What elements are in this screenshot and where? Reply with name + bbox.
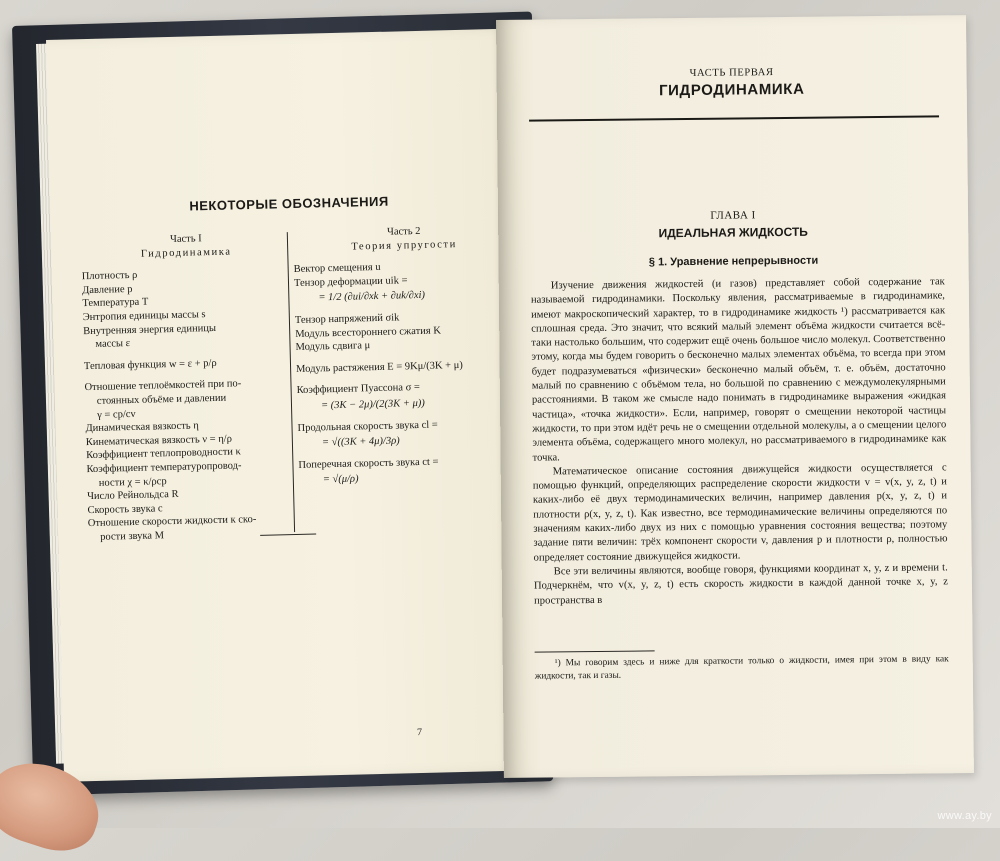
notation-item: Тепловая функция w = ε + p/ρ	[83, 357, 217, 372]
page-mark: 7	[416, 727, 423, 739]
notation-formula: = (3K − 2μ)/(2(3K + μ))	[320, 397, 425, 412]
notation-item: Коэффициент температуропровод-	[86, 460, 242, 476]
body-text	[531, 275, 948, 608]
left-page	[46, 28, 542, 781]
notation-item: Давление p	[81, 283, 133, 296]
notation-item: ности χ = κ/ρcp	[98, 475, 167, 489]
notation-item: Модуль всестороннего сжатия K	[295, 325, 442, 340]
notation-item: Скорость звука c	[87, 502, 163, 516]
part1-heading: Часть I	[169, 233, 202, 246]
part2-heading: Часть 2	[386, 225, 421, 238]
notation-item: Кинематическая вязкость ν = η/ρ	[85, 433, 233, 448]
notation-item: Тензор напряжений σik	[294, 312, 400, 326]
notation-formula: = 1/2 (∂ui/∂xk + ∂uk/∂xi)	[318, 290, 426, 304]
notation-item: Энтропия единицы массы s	[82, 309, 206, 324]
notation-item: Плотность ρ	[81, 270, 138, 283]
notation-item: Поперечная скорость звука ct =	[298, 456, 439, 471]
part-title: ГИДРОДИНАМИКА	[658, 80, 805, 100]
notation-item: массы ε	[95, 338, 131, 351]
notation-item: Внутренняя энергия единицы	[82, 322, 217, 337]
title-rule	[529, 115, 939, 121]
notation-item: Коэффициент Пуассона σ =	[296, 382, 420, 397]
paragraph: Все эти величины являются, вообще говоря, функциями координат x, y, z и времени t. Подчеркнём, что v(x, y, z, t) есть скорость жидкости в каждой данной точке x, y, z пространства в	[533, 562, 948, 607]
part1-column	[81, 230, 298, 545]
part-label: ЧАСТЬ ПЕРВАЯ	[689, 67, 774, 79]
watermark: www.ay.by	[937, 810, 992, 822]
notation-item: Температура T	[82, 296, 149, 310]
notation-item: стоянных объёме и давлении	[96, 392, 227, 407]
chapter-title: ИДЕАЛЬНАЯ ЖИДКОСТЬ	[658, 224, 808, 241]
section-title: § 1. Уравнение непрерывности	[648, 254, 819, 269]
notation-formula: = √((3K + 4μ)/3ρ)	[321, 435, 400, 449]
right-page	[496, 15, 974, 778]
paragraph: Изучение движения жидкостей (и газов) представляет собой содержание так называемой гидродинамики. Поскольку явления, рассматриваемые в гидродинамике, имеют макроскопический характер, то в гидродинамике жидкость ¹) рассматривается как сплошная среда. Это значит, что всякий малый элемент объёма жидкости считается всё-таки настолько большим, что содержит ещё очень большое число молекул. Соответственно этому, когда мы будем говорить о бесконечно малых элементах объёма, то всегда при этом будет подразумеваться «физически» бесконечно малый объём, т. е. объём, достаточно малый по сравнению с объёмом тела, но большой по сравнению с междумолекулярными расстояниями. В таком же смысле надо понимать в гидродинамике выражения «жидкая частица», «точка жидкости». Если, например, говорят о смещении некоторой частицы жидкости, то при этом идёт речь не о смещении отдельной молекулы, а о смещении целого элемента объёма, содержащего много молекул, но рассматриваемого в гидродинамике как точка.	[530, 276, 947, 464]
part1-subtitle: Гидродинамика	[140, 246, 232, 260]
notation-item: Коэффициент теплопроводности κ	[86, 446, 242, 462]
chapter-label: ГЛАВА I	[710, 209, 756, 222]
notation-formula: = √(μ/ρ)	[322, 473, 359, 486]
notation-item: Тензор деформации uik =	[293, 275, 408, 289]
notation-item: γ = cp/cv	[97, 408, 136, 421]
notation-title: НЕКОТОРЫЕ ОБОЗНАЧЕНИЯ	[189, 193, 389, 214]
footnote: ¹) Мы говорим здесь и ниже для краткости только о жидкости, имея при этом в виду как жидкости, так и газы.	[534, 654, 949, 682]
notation-item: Модуль сдвига μ	[295, 340, 371, 354]
part2-subtitle: Теория упругости	[351, 238, 457, 253]
notation-item: Модуль растяжения E = 9Kμ/(3K + μ)	[295, 359, 463, 375]
notation-item: Отношение скорости жидкости к ско-	[87, 514, 257, 530]
paragraph: Математическое описание состояния движущейся жидкости осуществляется с помощью функций, определяющих распределение скорости жидкости v = v(x, y, z, t) и каких-либо её двух термодинамических величин, например давления p(x, y, z, t) и плотности ρ(x, y, z, t). Как известно, все термодинамические величины определяются по значениям каких-либо двух из них с помощью уравнения состояния вещества; поэтому задание пяти величин: трёх компонент скорости v, давления p и плотности ρ, полностью определяет состояние движущейся жидкости.	[532, 462, 948, 564]
notation-item: Число Рейнольдса R	[87, 488, 179, 503]
notation-item: Динамическая вязкость η	[85, 420, 199, 435]
footnote-rule	[535, 650, 655, 652]
part2-column	[293, 223, 521, 494]
notation-item: Отношение теплоёмкостей при по-	[84, 378, 242, 394]
notation-item: рости звука M	[100, 530, 165, 543]
notation-item: Вектор смещения u	[293, 262, 381, 276]
notation-item: Продольная скорость звука cl =	[297, 419, 438, 434]
